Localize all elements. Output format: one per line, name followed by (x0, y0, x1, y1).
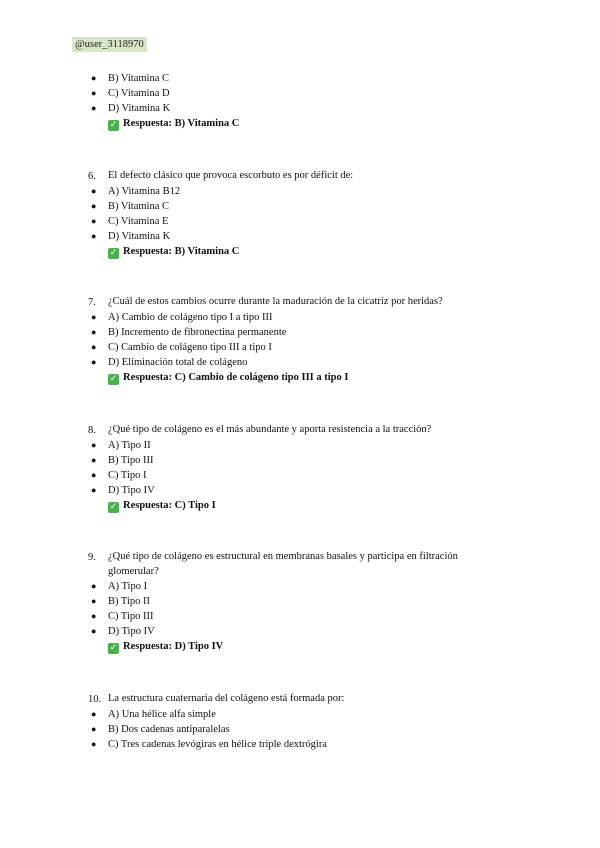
bullet-icon: ● (91, 186, 97, 196)
bullet-icon: ● (91, 312, 97, 322)
bullet-icon: ● (91, 216, 97, 226)
question-text: ¿Cuál de estos cambios ocurre durante la maduración de la cicatriz por heridas? (108, 296, 443, 307)
question-text: La estructura cuaternaria del colágeno está formada por: (108, 693, 345, 704)
bullet-icon: ● (91, 327, 97, 337)
option-item: ● C) Tipo I (91, 470, 147, 481)
answer-line (88, 244, 508, 259)
bullet-icon: ● (91, 342, 97, 352)
question-6 (88, 169, 508, 259)
option-item: ● A) Tipo I (91, 581, 148, 592)
option-item: ● B) Dos cadenas antiparalelas (91, 724, 230, 735)
question-number: 6. (88, 171, 96, 182)
option-item: ● C) Tipo III (91, 611, 154, 622)
option-item: ● D) Vitamina K (91, 231, 171, 242)
answer-text: Respuesta: C) Cambio de colágeno tipo III a tipo I (123, 372, 349, 383)
option-item: ● D) Eliminación total de colágeno (91, 357, 248, 368)
question-8 (88, 423, 508, 513)
bullet-icon: ● (91, 440, 97, 450)
question-text-row (88, 692, 508, 707)
option-item: ● C) Vitamina E (91, 216, 169, 227)
bullet-icon: ● (91, 739, 97, 749)
question-number: 7. (88, 297, 96, 308)
option-item: ● A) Cambio de colágeno tipo I a tipo III (91, 312, 273, 323)
check-icon: ✓ (109, 374, 118, 384)
answer-line (88, 370, 508, 385)
question-text-row (88, 295, 508, 310)
question-text: ¿Qué tipo de colágeno es el más abundante y aporta resistencia a la tracción? (108, 424, 432, 435)
option-item: ● B) Vitamina C (91, 73, 170, 84)
bullet-icon: ● (91, 470, 97, 480)
option-item: ● D) Tipo IV (91, 485, 155, 496)
bullet-icon: ● (91, 724, 97, 734)
answer-line (88, 116, 508, 131)
question-text-row (88, 550, 508, 579)
option-item: ● B) Tipo III (91, 455, 154, 466)
check-icon: ✓ (109, 120, 118, 130)
answer-text: Respuesta: D) Tipo IV (123, 641, 224, 652)
option-item: ● A) Vitamina B12 (91, 186, 181, 197)
question-9 (88, 550, 508, 654)
answer-text: Respuesta: B) Vitamina C (123, 118, 240, 129)
answer-line (88, 498, 508, 513)
bullet-icon: ● (91, 455, 97, 465)
check-icon: ✓ (109, 502, 118, 512)
option-item: ● A) Una hélice alfa simple (91, 709, 216, 720)
option-item: ● C) Vitamina D (91, 88, 170, 99)
question-number: 8. (88, 425, 96, 436)
answer-text: Respuesta: C) Tipo I (123, 500, 216, 511)
question-number: 10. (88, 694, 102, 705)
option-item: ● C) Cambio de colágeno tipo III a tipo I (91, 342, 272, 353)
question-text: ¿Qué tipo de colágeno es estructural en membranas basales y participa en filtración glomerular? (108, 551, 458, 577)
check-icon: ✓ (109, 643, 118, 653)
option-item: ● D) Tipo IV (91, 626, 155, 637)
answer-line (88, 639, 508, 654)
answer-text: Respuesta: B) Vitamina C (123, 246, 240, 257)
question-10 (88, 692, 508, 752)
bullet-icon: ● (91, 103, 97, 113)
question-text: El defecto clásico que provoca escorbuto es por déficit de: (108, 170, 354, 181)
question-number: 9. (88, 552, 96, 563)
check-icon: ✓ (109, 248, 118, 258)
bullet-icon: ● (91, 596, 97, 606)
user-badge: @user_3118970 (72, 37, 147, 52)
option-item: ● B) Tipo II (91, 596, 151, 607)
bullet-icon: ● (91, 201, 97, 211)
bullet-icon: ● (91, 709, 97, 719)
bullet-icon: ● (91, 231, 97, 241)
question-7 (88, 295, 508, 385)
option-item: ● A) Tipo II (91, 440, 151, 451)
bullet-icon: ● (91, 73, 97, 83)
question-text-row (88, 169, 508, 184)
question-text-row (88, 423, 508, 438)
bullet-icon: ● (91, 581, 97, 591)
option-item: ● C) Tres cadenas levógiras en hélice triple dextrógira (91, 739, 327, 750)
bullet-icon: ● (91, 357, 97, 367)
question-5-continuation (88, 71, 508, 131)
option-item: ● D) Vitamina K (91, 103, 171, 114)
bullet-icon: ● (91, 611, 97, 621)
bullet-icon: ● (91, 626, 97, 636)
bullet-icon: ● (91, 485, 97, 495)
option-item: ● B) Incremento de fibronectina permanente (91, 327, 287, 338)
option-item: ● B) Vitamina C (91, 201, 170, 212)
bullet-icon: ● (91, 88, 97, 98)
